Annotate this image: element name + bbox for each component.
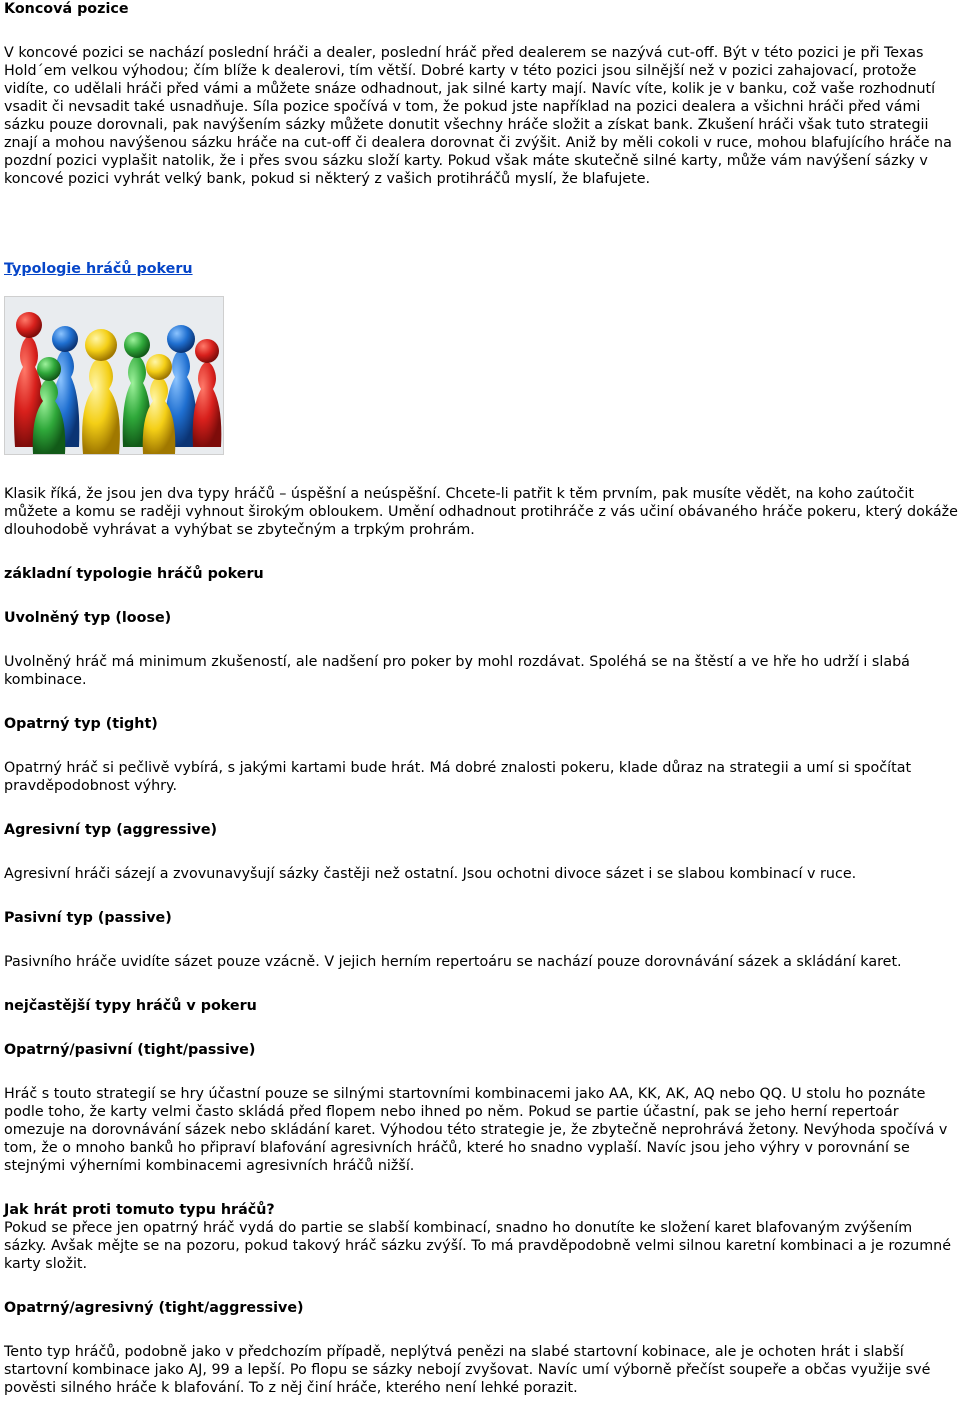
tight-passive-question: Jak hrát proti tomuto typu hráčů? — [4, 1202, 275, 1218]
koncova-pozice-paragraph: V koncové pozici se nachází poslední hráči a dealer, poslední hráč před dealerem se nazývá cut-off. Být v této pozici je při Texas Hold´em velkou výhodou; čím blíže k dealerovi, tím větší. Dobré karty v této pozici jsou silnější než v pozici zahajovací, protože vidíte, co udělali hráči před vámi a můžete snáze odhadnout, jak silné karty mají. Navíc víte, kolik je v banku, což vaše rozhodnutí vsadit či nevsadit také usnadňuje. Síla pozice spočívá v tom, že pokud jste například na pozici dealera a všichni hráči před vámi sázku pouze dorovnali, pak navýšením sázky můžete donutit všechny hráče složit a získat bank. Zkušení hráči však tuto strategii znají a mohou navýšenou sázku hráče na cut-off či dealera dorovnat či zvýšit. Aniž by měli cokoli v ruce, mohou blafujícího hráče na pozdní pozici vyplašit natolik, že i přes svou sázku složí karty. Pokud však máte skutečně silné karty, může vám navýšení sázky v koncové pozici vyhrát velký bank, pokud si některý z vašich protihráčů myslí, že blafujete. — [4, 45, 952, 187]
spacer — [4, 927, 959, 953]
spacer — [4, 1175, 959, 1201]
spacer — [4, 971, 959, 997]
tight-aggressive-heading: Opatrný/agresivný (tight/aggressive) — [4, 1300, 304, 1316]
spacer — [4, 1015, 959, 1041]
type-text-loose: Uvolněný hráč má minimum zkušeností, ale nadšení pro poker by mohl rozdávat. Spoléhá se na štěstí a ve hře ho udrží i slabá kombinace. — [4, 654, 910, 688]
spacer — [4, 455, 959, 485]
spacer — [4, 539, 959, 565]
spacer — [4, 883, 959, 909]
spacer — [4, 795, 959, 821]
spacer — [4, 18, 959, 44]
spacer — [4, 733, 959, 759]
section-title-koncova-pozice: Koncová pozice — [4, 1, 129, 17]
typologie-intro-paragraph: Klasik říká, že jsou jen dva typy hráčů – úspěšní a neúspěšní. Chcete-li patřit k těm prvním, pak musíte vědět, na koho zaútočit můžete a komu se raději vyhnout širokým obloukem. Umění odhadnout protihráče z vás učiní obávaného hráče pokeru, který dokáže dlouhodobě vyhrávat a vyhýbat se zbytečným a trpkým prohrám. — [4, 486, 958, 538]
spacer — [4, 278, 959, 296]
type-heading-passive: Pasivní typ (passive) — [4, 910, 172, 926]
spacer — [4, 188, 959, 260]
spacer — [4, 627, 959, 653]
type-text-aggressive: Agresivní hráči sázejí a zvovunavyšují sázky častěji než ostatní. Jsou ochotni divoce sázet i se slabou kombinací v ruce. — [4, 866, 857, 882]
basic-typology-heading: základní typologie hráčů pokeru — [4, 566, 264, 582]
spacer — [4, 1059, 959, 1085]
game-pawns-image — [4, 296, 224, 455]
tight-passive-heading: Opatrný/pasivní (tight/passive) — [4, 1042, 256, 1058]
type-heading-tight: Opatrný typ (tight) — [4, 716, 158, 732]
tight-passive-text: Hráč s touto strategií se hry účastní pouze se silnými startovními kombinacemi jako AA, KK, AK, AQ nebo QQ. U stolu ho poznáte podle toho, že karty velmi často skládá před flopem nebo ihned po něm. Pokud se partie účastní, pak se jeho herní repertoár omezuje na dorovnávání sázek nebo skládání karet. Výhodou této strategie je, že zbytečně neprohrává žetony. Nevýhoda spočívá v tom, že o mnoho banků ho připraví blafování agresivních hráčů, které ho snadno vyplaší. Navíc jsou jeho výhry v porovnání se stejnými výherními kombinacemi agresivních hráčů nižší. — [4, 1086, 948, 1174]
document-page — [4, 0, 959, 1397]
typologie-hracu-link[interactable]: Typologie hráčů pokeru — [4, 261, 193, 277]
common-types-heading: nejčastější typy hráčů v pokeru — [4, 998, 257, 1014]
tight-passive-answer: Pokud se přece jen opatrný hráč vydá do partie se slabší kombinací, snadno ho donutíte ke složení karet blafovaným zvýšením sázky. Avšak mějte se na pozoru, pokud takový hráč sázku zvýší. To má pravděpodobně velmi silnou karetní kombinaci a je rozumné karty složit. — [4, 1220, 951, 1272]
spacer — [4, 1273, 959, 1299]
game-pawns-illustration — [5, 297, 223, 454]
tight-aggressive-text: Tento typ hráčů, podobně jako v předchozím případě, neplýtvá penězi na slabé startovní kobinace, ale je ochoten hrát i slabší startovní kombinace jako AJ, 99 a lepší. Po flopu se sázky nebojí zvyšovat. Navíc umí výborně přečíst soupeře a občas využije své pověsti silného hráče k blafování. To z něj činí hráče, kterého není lehké porazit. — [4, 1344, 931, 1396]
spacer — [4, 839, 959, 865]
spacer — [4, 689, 959, 715]
spacer — [4, 1317, 959, 1343]
spacer — [4, 583, 959, 609]
type-heading-loose: Uvolněný typ (loose) — [4, 610, 172, 626]
typologie-link-row — [4, 260, 959, 278]
type-text-passive: Pasivního hráče uvidíte sázet pouze vzácně. V jejich herním repertoáru se nachází pouze dorovnávání sázek a skládání karet. — [4, 954, 902, 970]
type-text-tight: Opatrný hráč si pečlivě vybírá, s jakými kartami bude hrát. Má dobré znalosti pokeru, klade důraz na strategii a umí si spočítat pravděpodobnost výhry. — [4, 760, 912, 794]
type-heading-aggressive: Agresivní typ (aggressive) — [4, 822, 218, 838]
